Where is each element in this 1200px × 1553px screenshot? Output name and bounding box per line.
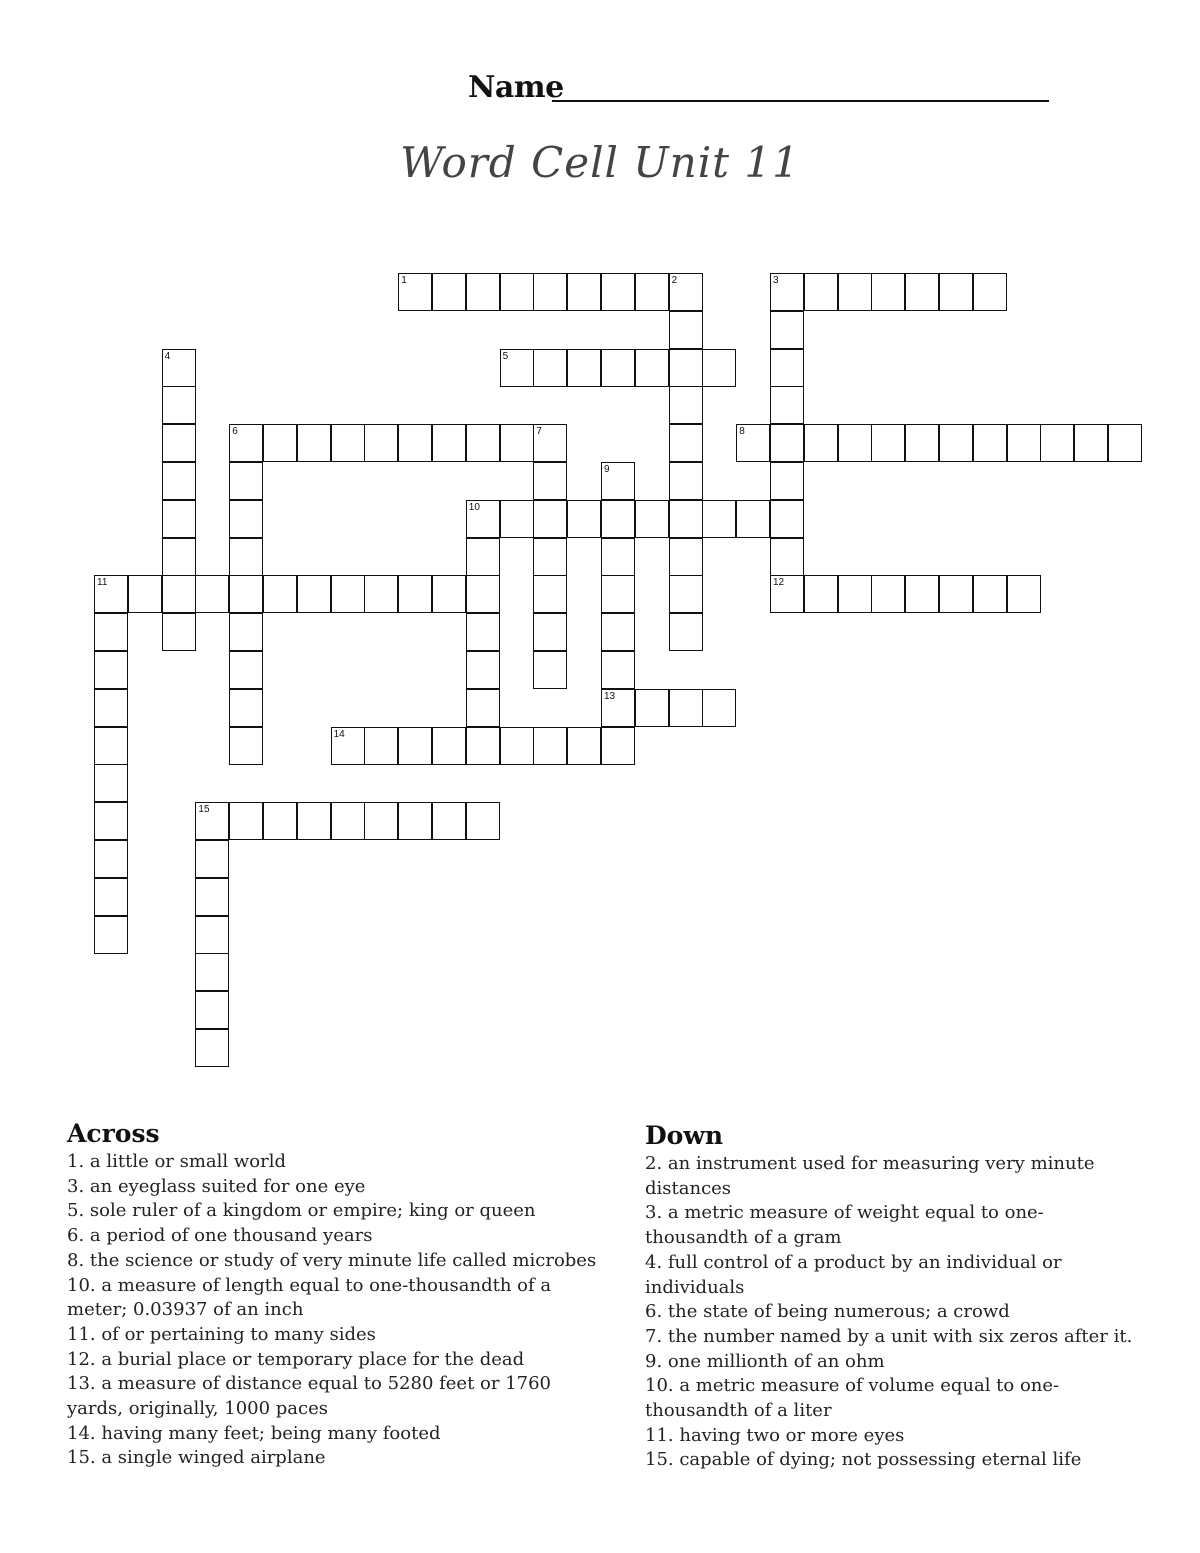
grid-cell[interactable]: [669, 575, 703, 613]
grid-cell[interactable]: [500, 727, 534, 765]
grid-cell[interactable]: [905, 424, 939, 462]
clue-item: 10. a measure of length equal to one-thousandth of a meter; 0.03937 of an inch: [67, 1274, 552, 1321]
grid-cell[interactable]: [162, 613, 196, 651]
clue-item: 1. a little or small world: [67, 1151, 287, 1172]
grid-cell[interactable]: [973, 424, 1007, 462]
grid-cell[interactable]: [229, 802, 263, 840]
across-heading: Across: [67, 1119, 160, 1148]
grid-cell[interactable]: [533, 651, 567, 689]
grid-cell[interactable]: [669, 386, 703, 424]
clue-item: 10. a metric measure of volume equal to one-thousandth of a liter: [645, 1375, 1060, 1422]
clue-item: 11. of or pertaining to many sides: [67, 1323, 376, 1345]
grid-cell[interactable]: [635, 273, 669, 311]
grid-cell[interactable]: [94, 651, 128, 689]
grid-cell[interactable]: [1108, 424, 1142, 462]
down-clues: [645, 1120, 1145, 1473]
clue-item: 7. the number named by a unit with six zeros after it.: [645, 1325, 1133, 1347]
grid-cell[interactable]: [432, 802, 466, 840]
grid-cell[interactable]: [905, 575, 939, 613]
grid-cell[interactable]: [162, 500, 196, 538]
grid-cell[interactable]: [466, 651, 500, 689]
clue-item: 5. sole ruler of a kingdom or empire; king or queen: [67, 1200, 536, 1222]
grid-cell[interactable]: [162, 575, 196, 613]
clue-number: 7: [536, 426, 542, 438]
grid-cell[interactable]: [770, 500, 804, 538]
grid-cell[interactable]: [1007, 575, 1041, 613]
puzzle-title: Word Cell Unit 11: [400, 138, 800, 187]
grid-cell[interactable]: [500, 273, 534, 311]
grid-cell[interactable]: [229, 462, 263, 500]
grid-cell[interactable]: [94, 613, 128, 651]
clue-number: 13: [604, 690, 616, 702]
grid-cell[interactable]: [1040, 424, 1074, 462]
grid-cell[interactable]: [229, 500, 263, 538]
grid-cell[interactable]: [567, 727, 601, 765]
grid-cell[interactable]: [905, 273, 939, 311]
grid-cell[interactable]: [1007, 424, 1041, 462]
grid-cell[interactable]: [973, 273, 1007, 311]
grid-cell[interactable]: [128, 575, 162, 613]
grid-cell[interactable]: [162, 424, 196, 462]
grid-cell[interactable]: [263, 575, 297, 613]
grid-cell[interactable]: [94, 878, 128, 916]
clue-item: 6. the state of being numerous; a crowd: [645, 1301, 1010, 1323]
grid-cell[interactable]: [297, 424, 331, 462]
grid-cell[interactable]: [567, 500, 601, 538]
grid-cell[interactable]: [500, 424, 534, 462]
clue-item: 15. a single winged airplane: [67, 1447, 326, 1469]
grid-cell[interactable]: [94, 840, 128, 878]
grid-cell[interactable]: [364, 727, 398, 765]
grid-cell[interactable]: [533, 500, 567, 538]
grid-cell[interactable]: [601, 727, 635, 765]
grid-cell[interactable]: [669, 311, 703, 349]
clue-number: 9: [604, 464, 610, 475]
grid-cell[interactable]: [939, 273, 973, 311]
clue-number: 2: [671, 275, 678, 286]
grid-cell[interactable]: [466, 538, 500, 576]
grid-cell[interactable]: [871, 575, 905, 613]
grid-cell[interactable]: [533, 273, 567, 311]
grid-cell[interactable]: [466, 424, 500, 462]
grid-cell[interactable]: [263, 424, 297, 462]
clue-number: 1: [401, 275, 407, 286]
grid-cell[interactable]: [669, 462, 703, 500]
grid-cell[interactable]: [770, 424, 804, 462]
grid-cell[interactable]: [432, 727, 466, 765]
grid-cell[interactable]: [702, 689, 736, 727]
grid-cell[interactable]: [195, 575, 229, 613]
grid-cell[interactable]: [229, 538, 263, 576]
grid-cell[interactable]: [939, 424, 973, 462]
grid-cell[interactable]: [601, 349, 635, 387]
clue-number: 15: [198, 804, 210, 816]
grid-cell[interactable]: [669, 500, 703, 538]
grid-cell[interactable]: [398, 575, 432, 613]
grid-cell[interactable]: [601, 651, 635, 689]
clue-number: 8: [739, 426, 745, 438]
grid-cell[interactable]: [364, 575, 398, 613]
grid-cell[interactable]: [601, 500, 635, 538]
grid-cell[interactable]: [601, 273, 635, 311]
clue-number: 11: [97, 577, 108, 589]
grid-cell[interactable]: [331, 575, 365, 613]
grid-cell[interactable]: [398, 727, 432, 765]
grid-cell[interactable]: [635, 689, 669, 727]
grid-cell[interactable]: [500, 500, 534, 538]
grid-cell[interactable]: [297, 575, 331, 613]
grid-cell[interactable]: [939, 575, 973, 613]
grid-cell[interactable]: [94, 916, 128, 954]
grid-cell[interactable]: [263, 802, 297, 840]
grid-cell[interactable]: [804, 575, 838, 613]
grid-cell[interactable]: [162, 462, 196, 500]
grid-cell[interactable]: [533, 462, 567, 500]
clue-item: 15. capable of dying; not possessing eternal life: [645, 1449, 1082, 1471]
grid-cell[interactable]: [364, 424, 398, 462]
grid-cell[interactable]: [871, 424, 905, 462]
grid-cell[interactable]: [601, 575, 635, 613]
grid-cell[interactable]: [229, 689, 263, 727]
across-clues: [67, 1118, 597, 1471]
grid-cell[interactable]: [466, 575, 500, 613]
clue-item: 11. having two or more eyes: [645, 1424, 905, 1446]
grid-cell[interactable]: [669, 349, 703, 387]
grid-cell[interactable]: [466, 727, 500, 765]
grid-cell[interactable]: [195, 991, 229, 1029]
grid-cell[interactable]: [669, 613, 703, 651]
clue-item: 9. one millionth of an ohm: [645, 1350, 885, 1372]
grid-cell[interactable]: [229, 613, 263, 651]
clue-item: 3. an eyeglass suited for one eye: [67, 1175, 366, 1197]
grid-cell[interactable]: [838, 273, 872, 311]
name-label: Name: [468, 70, 564, 105]
grid-cell[interactable]: [466, 689, 500, 727]
grid-cell[interactable]: [195, 953, 229, 991]
grid-cell[interactable]: [838, 424, 872, 462]
grid-cell[interactable]: [195, 916, 229, 954]
grid-cell[interactable]: [635, 349, 669, 387]
grid-cell[interactable]: [162, 538, 196, 576]
clue-item: 4. full control of a product by an individual or individuals: [645, 1251, 1062, 1298]
grid-cell[interactable]: [804, 273, 838, 311]
grid-cell[interactable]: [669, 689, 703, 727]
grid-cell[interactable]: [770, 538, 804, 576]
grid-cell[interactable]: [229, 575, 263, 613]
grid-cell[interactable]: [162, 386, 196, 424]
grid-cell[interactable]: [770, 386, 804, 424]
grid-cell[interactable]: [195, 840, 229, 878]
grid-cell[interactable]: [432, 273, 466, 311]
grid-cell[interactable]: [533, 575, 567, 613]
clue-item: 2. an instrument used for measuring very minute distances: [645, 1153, 1095, 1199]
clue-number: 5: [502, 350, 509, 362]
grid-cell[interactable]: [533, 538, 567, 576]
grid-cell[interactable]: [1074, 424, 1108, 462]
clue-item: 13. a measure of distance equal to 5280 feet or 1760 yards, originally, 1000 paces: [67, 1373, 552, 1420]
grid-cell[interactable]: [94, 802, 128, 840]
grid-cell[interactable]: [229, 651, 263, 689]
grid-cell[interactable]: [331, 802, 365, 840]
grid-cell[interactable]: [567, 349, 601, 387]
grid-cell[interactable]: [466, 613, 500, 651]
grid-cell[interactable]: [466, 802, 500, 840]
grid-cell[interactable]: [871, 273, 905, 311]
down-clue-list: [645, 1152, 1145, 1473]
grid-cell[interactable]: [770, 462, 804, 500]
grid-cell[interactable]: [331, 424, 365, 462]
grid-cell[interactable]: [94, 689, 128, 727]
grid-cell[interactable]: [736, 500, 770, 538]
grid-cell[interactable]: [432, 424, 466, 462]
grid-cell[interactable]: [702, 500, 736, 538]
grid-cell[interactable]: [432, 575, 466, 613]
grid-cell[interactable]: [770, 349, 804, 387]
clue-number: 4: [164, 350, 171, 362]
grid-cell[interactable]: [229, 727, 263, 765]
grid-cell[interactable]: [838, 575, 872, 613]
grid-cell[interactable]: [669, 538, 703, 576]
grid-cell[interactable]: [94, 764, 128, 802]
clue-number: 6: [232, 426, 238, 438]
grid-cell[interactable]: [601, 613, 635, 651]
clue-number: 3: [773, 275, 779, 286]
grid-cell[interactable]: [973, 575, 1007, 613]
grid-cell[interactable]: [533, 727, 567, 765]
clue-number: 14: [333, 728, 345, 740]
grid-cell[interactable]: [533, 349, 567, 387]
grid-cell[interactable]: [567, 273, 601, 311]
grid-cell[interactable]: [533, 613, 567, 651]
grid-cell[interactable]: [195, 878, 229, 916]
down-heading: Down: [645, 1121, 724, 1150]
clue-item: 14. having many feet; being many footed: [67, 1422, 441, 1444]
grid-cell[interactable]: [770, 311, 804, 349]
clue-item: 12. a burial place or temporary place for the dead: [67, 1348, 525, 1370]
grid-cell[interactable]: [702, 349, 736, 387]
grid-cell[interactable]: [398, 424, 432, 462]
grid-cell[interactable]: [297, 802, 331, 840]
grid-cell[interactable]: [195, 1029, 229, 1067]
grid-cell[interactable]: [466, 273, 500, 311]
grid-cell[interactable]: [601, 538, 635, 576]
clue-number: 12: [773, 577, 785, 589]
clue-item: 8. the science or study of very minute life called microbes: [67, 1249, 597, 1271]
grid-cell[interactable]: [804, 424, 838, 462]
grid-cell[interactable]: [364, 802, 398, 840]
clue-item: 3. a metric measure of weight equal to one-thousandth of a gram: [645, 1202, 1044, 1249]
grid-cell[interactable]: [669, 424, 703, 462]
grid-cell[interactable]: [94, 727, 128, 765]
grid-cell[interactable]: [635, 500, 669, 538]
grid-cell[interactable]: [398, 802, 432, 840]
clue-number: 10: [468, 501, 480, 513]
clue-item: 6. a period of one thousand years: [67, 1225, 373, 1247]
across-clue-list: [67, 1150, 597, 1471]
